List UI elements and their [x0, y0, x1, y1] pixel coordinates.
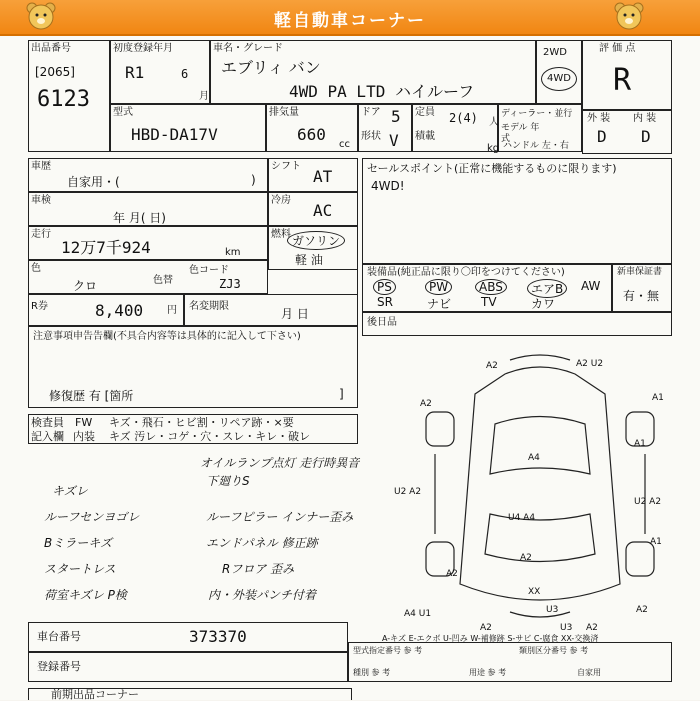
mark-12: XX	[528, 587, 541, 597]
use-row	[28, 158, 268, 192]
car-windshield	[490, 417, 590, 475]
ac-row	[268, 192, 358, 226]
handwritten-left-2: ルーフセンヨゴレ	[44, 510, 140, 524]
ac-value: AC	[313, 201, 333, 220]
capacity-unit: 人	[489, 117, 499, 128]
reg-month: 6	[181, 67, 189, 81]
banner	[0, 0, 700, 36]
model-label: 車名・グレード	[213, 43, 283, 54]
fuel-diesel: 軽 油	[295, 253, 323, 267]
use-footer-label: 用途 参 考	[469, 668, 507, 677]
equip-aw: AW	[581, 279, 601, 293]
notes-box	[28, 326, 358, 408]
handwritten-left-4: スタートレス	[44, 562, 116, 576]
equip-navi: ナビ	[427, 297, 452, 311]
sales-text: 4WD!	[371, 179, 405, 193]
drive-box	[536, 40, 582, 104]
mark-10: A2	[520, 553, 532, 563]
warranty-label: 新車保証書	[617, 267, 663, 277]
mark-9: U2 A2	[634, 497, 662, 507]
mark-8: U4 A4	[508, 513, 536, 523]
form-label-1: 型式指定番号 参 考	[353, 646, 423, 655]
handwritten-right-2: エンドパネル 修正跡	[206, 536, 318, 550]
auction-sheet	[0, 36, 700, 700]
cc-box	[266, 104, 358, 152]
shift-value: AT	[313, 167, 333, 186]
reg-label: 初度登録年月	[113, 43, 173, 54]
capacity-value: 2(4)	[449, 111, 478, 125]
colorno-label: 色替	[153, 275, 173, 286]
int-label: 内 装	[633, 113, 657, 124]
handwritten-top: オイルランプ点灯 走行時異音	[200, 456, 360, 470]
ext-value: D	[597, 127, 607, 146]
shape-label: 形状	[361, 131, 381, 142]
mark-7: U2 A2	[394, 487, 422, 497]
sales-box	[362, 158, 672, 264]
ac-label: 冷房	[271, 195, 291, 206]
inspect-row	[28, 192, 268, 226]
load-unit: kg	[487, 143, 500, 154]
mark-6: A4	[528, 453, 540, 463]
handwritten-right-1: ルーフピラー インナー歪み	[206, 510, 354, 524]
model-box	[210, 40, 536, 104]
door-value: 5	[391, 107, 401, 126]
kind-label: 種別 参 考	[353, 668, 391, 677]
name-change-value: 月 日	[281, 307, 309, 321]
car-outline	[460, 367, 620, 600]
inspect-value: 年 月( 日)	[113, 211, 166, 225]
handwritten-right-4: 内・外装パンチ付着	[208, 588, 317, 602]
model-name: エブリィ バン	[221, 58, 321, 77]
form-box	[348, 642, 672, 682]
inspector-tag-1: FW	[75, 416, 93, 429]
wheel-rear-right	[626, 542, 654, 576]
mileage-row	[28, 226, 268, 260]
score-label: 評 価 点	[599, 43, 636, 54]
equip-abs: ABS	[475, 279, 507, 295]
dealer-box	[498, 104, 582, 152]
color-row	[28, 260, 268, 294]
shift-label: シフト	[271, 161, 301, 172]
colorcode-label: 色コード	[189, 265, 229, 276]
plate-row	[28, 652, 348, 682]
banner-title: 軽自動車コーナー	[274, 11, 426, 31]
lot-small: [2065]	[35, 65, 75, 79]
handle-label: ハンドル 左・右	[503, 141, 569, 151]
mileage-unit: km	[225, 247, 241, 258]
handwritten-right-3: Rフロア 歪み	[222, 562, 295, 576]
grade: 4WD PA LTD ハイルーフ	[289, 82, 475, 101]
chassis-row	[28, 622, 348, 652]
car-rear-window	[485, 514, 595, 562]
use-label: 車歴	[31, 161, 51, 172]
fuel-row	[268, 226, 358, 270]
form-label-2: 類別区分番号 参 考	[519, 646, 589, 655]
inspector-label-2: 記入欄	[31, 430, 64, 443]
equip-label: 装備品(純正品に限り〇印をつけてください)	[367, 267, 565, 278]
mark-15: A2	[636, 605, 648, 615]
repair-close: ]	[339, 387, 344, 401]
mark-2: A2 U2	[576, 359, 604, 369]
lot-number: 6123	[37, 87, 90, 112]
recycle-unit: 円	[167, 305, 177, 316]
dealer-label: ディーラー・並行	[501, 109, 573, 119]
sales-label: セールスポイント(正常に機能するものに限ります)	[367, 162, 617, 175]
name-change-row	[184, 294, 358, 326]
recycle-row	[28, 294, 184, 326]
car-bumper-front	[510, 355, 570, 360]
equip-ps: PS	[373, 279, 396, 295]
mark-4: A2	[420, 399, 432, 409]
mark-11: A1	[650, 537, 662, 547]
plate-label: 登録番号	[37, 660, 81, 673]
capacity-box	[412, 104, 498, 152]
later-box	[362, 312, 672, 336]
cc-label: 排気量	[269, 107, 299, 118]
recycle-value: 8,400	[95, 301, 144, 320]
lot-label: 出品番号	[31, 43, 71, 54]
mark-19: A2	[586, 623, 598, 633]
warranty-box	[612, 264, 672, 312]
car-sides	[435, 454, 645, 534]
ext-label: 外 装	[587, 113, 611, 124]
colorcode-value: ZJ3	[219, 277, 241, 291]
inspector-text-2: キズ 汚レ・コゲ・穴・スレ・キレ・破レ	[109, 430, 311, 443]
cc-value: 660	[297, 125, 326, 144]
capacity-label: 定員	[415, 107, 435, 118]
use-value: 自家用・(	[67, 175, 120, 189]
inspector-label-1: 検査員	[31, 416, 64, 429]
repair-label: 修復歴 有 [箇所	[49, 389, 134, 403]
color-value: クロ	[73, 279, 98, 293]
type-label: 型式	[113, 107, 133, 118]
ext-int-box	[582, 110, 672, 154]
door-box	[358, 104, 412, 152]
mark-16: A2	[446, 569, 458, 579]
drive-value: 4WD	[541, 67, 577, 91]
shift-row	[268, 158, 358, 192]
mileage-value: 12万7千924	[61, 238, 151, 257]
bottom-row	[28, 688, 352, 700]
load-label: 積載	[415, 131, 435, 142]
bottom-label: 前期出品コーナー	[51, 688, 139, 701]
type-value: HBD-DA17V	[131, 125, 218, 144]
shape-value: V	[389, 131, 399, 150]
car-bumper-rear	[510, 612, 570, 617]
equip-pw: PW	[425, 279, 452, 295]
reg-month-unit: 月	[199, 91, 209, 102]
equip-leather: カワ	[531, 297, 556, 311]
lot-box	[28, 40, 110, 152]
handwritten-left-3: Bミラーキズ	[44, 536, 112, 550]
chassis-label: 車台番号	[37, 630, 81, 643]
inspector-box	[28, 414, 358, 444]
equip-tv: TV	[481, 295, 497, 309]
damage-legend: A-キズ E-エクボ U-凹み W-補修跡 S-サビ C-腐食 XX-交換済	[382, 634, 599, 643]
int-value: D	[641, 127, 651, 146]
inspector-tag-2: 内装	[73, 430, 95, 443]
chassis-value: 373370	[189, 627, 247, 646]
fuel-label: 燃料	[271, 229, 291, 240]
equip-airbag: エアB	[527, 279, 567, 298]
mark-3: A1	[652, 393, 664, 403]
mark-5: A1	[634, 439, 646, 449]
inspector-text-1: キズ・飛石・ヒビ割・リペア跡・×要	[109, 416, 294, 429]
handwritten-left-1: キズレ	[52, 484, 88, 498]
handwritten-top2: 下廻りS	[206, 474, 250, 488]
handwritten-left-5: 荷室キズレ P検	[44, 588, 127, 602]
mark-17: A2	[480, 623, 492, 633]
recycle-label: R券	[31, 301, 48, 312]
reg-era: R1	[125, 63, 145, 82]
name-change-label: 名変期限	[189, 301, 229, 312]
drive-label: 2WD	[543, 47, 567, 58]
mileage-label: 走行	[31, 229, 51, 240]
cc-unit: cc	[339, 139, 350, 150]
owner-label: 自家用	[577, 668, 601, 677]
car-damage-diagram	[390, 354, 680, 634]
door-label: ドア	[361, 107, 381, 118]
reg-box	[110, 40, 210, 104]
later-label: 後日品	[367, 317, 397, 328]
score-value: R	[613, 63, 632, 98]
equip-sr: SR	[377, 295, 393, 309]
notes-label: 注意事項申告告欄(不具合内容等は具体的に記入して下さい)	[33, 331, 301, 342]
teddy-bear-icon	[612, 2, 646, 32]
type-box	[110, 104, 266, 152]
score-box	[582, 40, 672, 110]
model-year-label: モデル 年式	[501, 123, 540, 144]
mark-13: A4 U1	[404, 609, 432, 619]
color-label: 色	[31, 263, 41, 274]
mark-1: A2	[486, 361, 498, 371]
inspect-label: 車検	[31, 195, 51, 206]
mark-14: U3	[546, 605, 559, 615]
use-close: )	[251, 173, 256, 187]
fuel-gas: ガソリン	[287, 231, 345, 250]
wheel-front-left	[426, 412, 454, 446]
mark-18: U3	[560, 623, 573, 633]
warranty-value: 有・無	[623, 289, 660, 303]
equip-box	[362, 264, 612, 312]
